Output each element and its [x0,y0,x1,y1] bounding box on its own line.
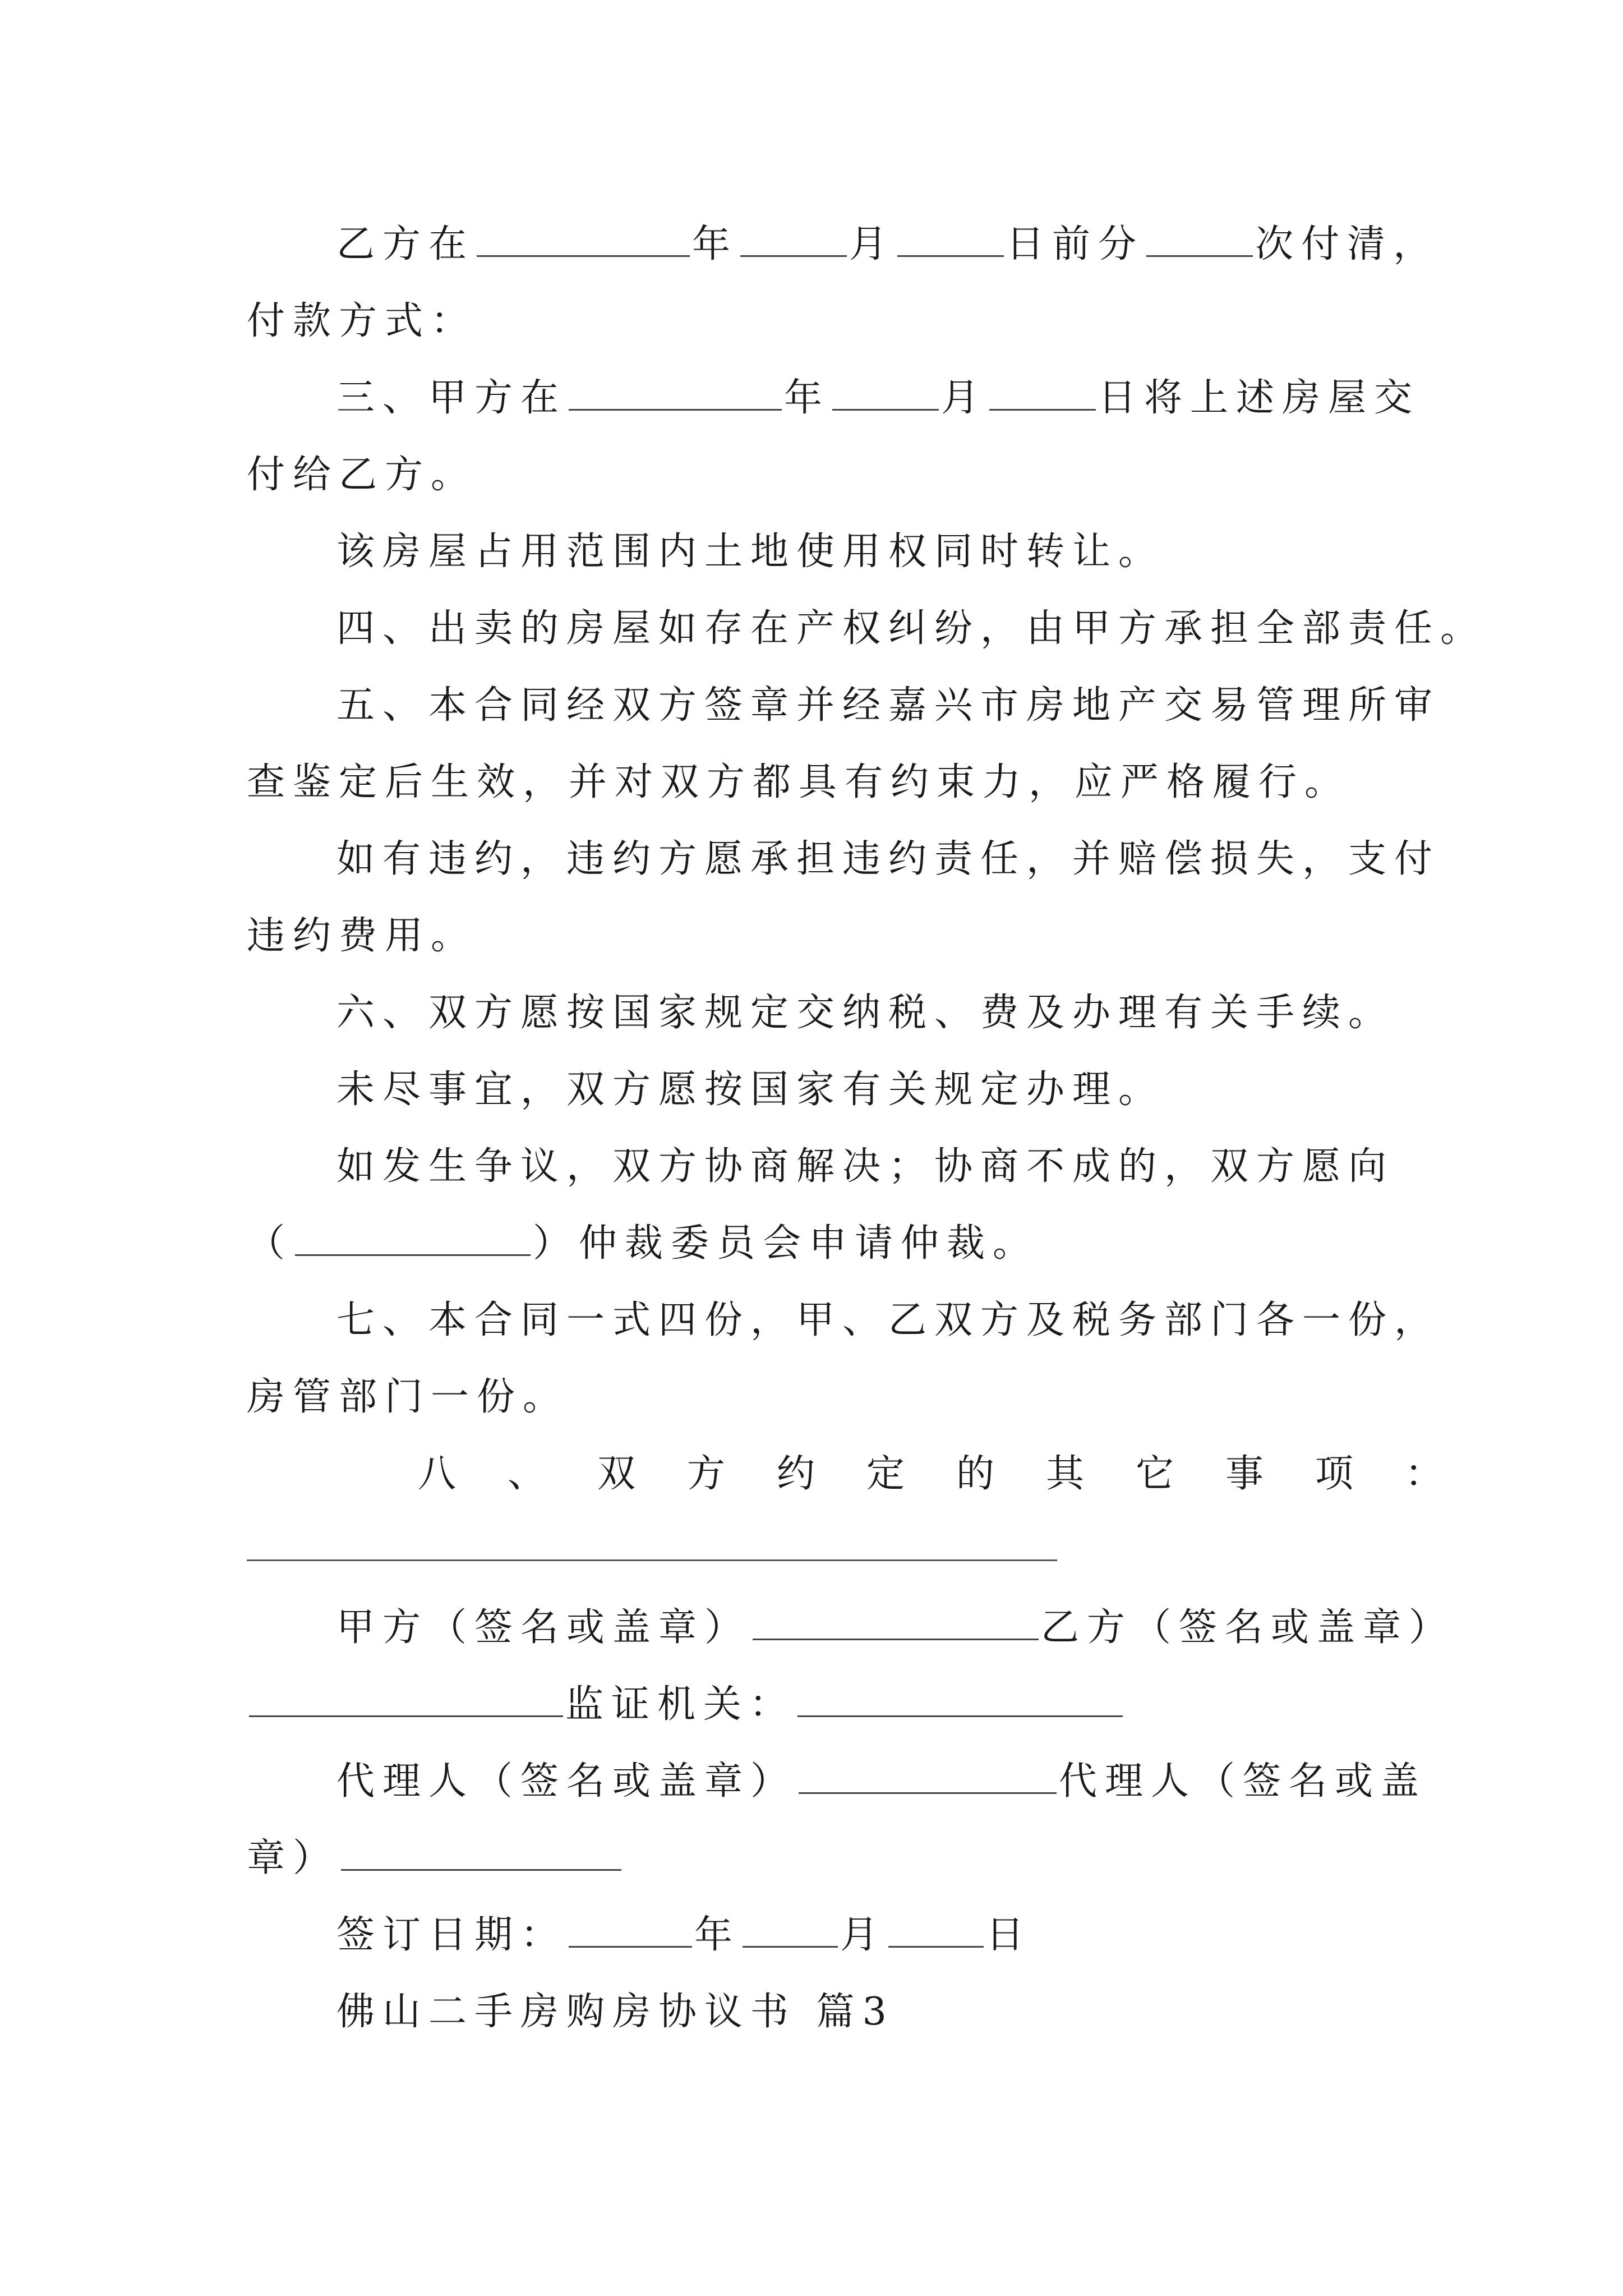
day-blank[interactable] [989,374,1096,411]
text-segment: 年 [694,1913,741,1957]
clause-6-line: 六、双方愿按国家规定交纳税、费及办理有关手续。 [336,991,1395,1035]
party-a-label: 甲方（签名或盖章） [336,1605,751,1650]
party-b-label: 乙方（签名或盖章） [1041,1605,1455,1650]
clause-8-line: 八、双方约定的其它事项： [418,1452,1495,1496]
dispute-line: 如发生争议，双方协商解决；协商不成的，双方愿向 [336,1144,1395,1189]
supervisor-line [247,1677,1125,1733]
month-blank[interactable] [743,1911,838,1948]
signing-date-line [336,1907,1032,1963]
text-segment: 日 [986,1913,1032,1957]
clause-3-continued: 付给乙方。 [247,453,477,497]
agent-b-label: 代理人（签名或盖 [1059,1759,1427,1803]
text-segment: 月 [941,376,988,420]
arbitration-line [247,1216,1039,1272]
clause-5-continued: 查鉴定后生效，并对双方都具有约束力，应严格履行。 [247,760,1351,804]
breach-continued: 违约费用。 [247,914,477,958]
text-segment: 日前分 [1006,222,1145,266]
year-blank[interactable] [569,1911,692,1948]
land-use-line: 该房屋占用范围内土地使用权同时转让。 [336,530,1165,574]
clause-7-line: 七、本合同一式四份，甲、乙双方及税务部门各一份， [336,1298,1441,1342]
party-a-signature-blank[interactable] [753,1604,1039,1640]
text-segment: 章） [247,1836,339,1880]
year-blank[interactable] [477,220,690,257]
other-matters-blank[interactable] [247,1559,1057,1561]
supervisor-blank[interactable] [797,1681,1123,1717]
day-blank[interactable] [888,1911,984,1948]
payment-schedule-line [336,217,1439,273]
agent-a-signature-blank[interactable] [799,1757,1057,1794]
text-segment: （ [247,1221,293,1266]
supervisor-label: 监证机关： [565,1682,796,1727]
arbitration-committee-blank[interactable] [295,1220,531,1256]
clause-3-line [336,370,1420,426]
agent-signature-line [336,1754,1427,1810]
party-signature-line [336,1600,1455,1656]
breach-line: 如有违约，违约方愿承担违约责任，并赔偿损失，支付 [336,837,1441,881]
text-segment: 月 [840,1913,887,1957]
clause-7-continued: 房管部门一份。 [247,1375,569,1419]
month-blank[interactable] [740,220,847,257]
text-segment: 年 [784,376,831,420]
installments-blank[interactable] [1146,220,1253,257]
text-segment: 月 [849,222,896,266]
clause-5-line: 五、本合同经双方签章并经嘉兴市房地产交易管理所审 [336,683,1441,728]
year-blank[interactable] [569,374,782,411]
agent-signature-continued [247,1830,624,1887]
payment-method-line: 付款方式： [247,299,477,343]
agent-b-signature-blank[interactable] [341,1834,621,1871]
text-segment: 日将上述房屋交 [1098,376,1421,420]
text-segment: ）仲裁委员会申请仲裁。 [533,1221,1039,1266]
clause-4-line: 四、出卖的房屋如存在产权纠纷，由甲方承担全部责任。 [336,606,1487,651]
next-section-heading: 佛山二手房购房协议书 篇3 [336,1990,895,2034]
text-segment: 年 [692,222,739,266]
text-segment: 次付清， [1255,222,1440,266]
signing-date-label: 签订日期： [336,1913,567,1957]
agent-a-label: 代理人（签名或盖章） [336,1759,797,1803]
month-blank[interactable] [832,374,939,411]
day-blank[interactable] [897,220,1004,257]
text-segment: 三、甲方在 [336,376,567,420]
text-segment: 乙方在 [336,222,475,266]
party-b-signature-blank[interactable] [249,1681,563,1717]
other-matters-line: 未尽事宜，双方愿按国家有关规定办理。 [336,1068,1165,1112]
